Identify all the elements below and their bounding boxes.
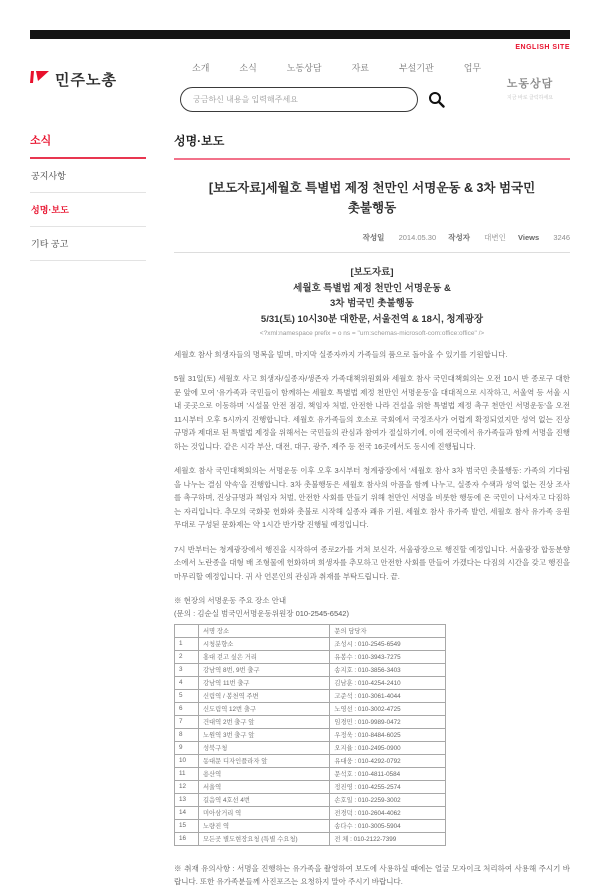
logo-text: 민주노총 [55, 72, 117, 89]
headline-line: 5/31(토) 10시30분 대한문, 서울전역 & 18시, 청계광장 [260, 314, 484, 326]
press-guideline-note: ※ 취재 유의사항 : 서명을 진행하는 유가족을 촬영하여 보도에 사용하실 때에는 얼굴 모자이크 처리하여 사용해 주시기 바랍니다. 또한 유가족분들께 사진포즈는 요청하지 말아 주시기 바랍니다. [174, 863, 570, 887]
table-row [175, 767, 446, 780]
labor-consult-quick-link[interactable] [490, 61, 570, 112]
cell-number: 13 [175, 793, 199, 806]
cell-place: 서울역 [198, 780, 329, 793]
cell-place: 강남역 11번 출구 [198, 676, 329, 689]
cell-number: 15 [175, 819, 199, 832]
table-row [175, 832, 446, 845]
search-icon [428, 96, 445, 111]
nav-item[interactable]: 업무 [463, 63, 482, 73]
table-row [175, 819, 446, 832]
cell-number: 10 [175, 754, 199, 767]
cell-contact: 조성시 : 010-2545-6549 [330, 637, 446, 650]
sidebar-menu [30, 159, 146, 261]
body-paragraph: 5월 31일(토) 세월호 사고 희생자/실종자/생존자 가족대책위원회와 세월호 참사 국민대책회의는 오전 10시 반 종로구 대한문 앞에 모여 '유가족과 국민들이 함께하는 세월호 특별법 제정 천만인 서명운동'을 대대적으로 시작하고, 서울역 등 서울 시내 곳곳으로 이동하며 '시설물 안전 점검, 책임자 처벌, 안전한 나라 건설을 위한 특별법 제정 촉구 천만인 서명운동'을 오전 11시부터 오후 5시까지 진행합니다. 세월호 유가족들의 호소로 국회에서 국정조사가 어렵게 확정되었지만 성역 없는 진상규명과 제대로 된 특별법 제정을 위해서는 국민들의 관심과 참여가 절실하기에, 이에 전국에서 유가족들과 함께 서명을 진행하는 것입니다. 같은 시각 부산, 대전, 대구, 광주, 제주 등 전국 16곳에서도 동시에 진행됩니다. [174, 374, 570, 451]
nav-item[interactable]: 부설기관 [398, 63, 434, 73]
cell-number: 1 [175, 637, 199, 650]
section-underline [174, 158, 570, 160]
main-nav [180, 61, 490, 74]
xml-namespace-artifact: <?xml:namespace prefix = o ns = "urn:schemas-microsoft-com:office:office" /> [259, 329, 485, 337]
cell-number: 4 [175, 676, 199, 689]
search-box [180, 87, 418, 112]
sidebar [30, 132, 146, 889]
cell-place: 건대역 2번 출구 앞 [198, 715, 329, 728]
content [30, 132, 570, 889]
table-row [175, 650, 446, 663]
cell-contact: 문석호 : 010-4811-0584 [330, 767, 446, 780]
meta-divider [174, 252, 570, 253]
cell-place: 모든곳 별도현장요청 (특별 수요청) [198, 832, 329, 845]
table-row [175, 793, 446, 806]
sidebar-item[interactable]: 공지사항 [30, 159, 146, 193]
body-paragraph: 세월호 참사 국민대책회의는 서명운동 이후 오후 3시부터 청계광장에서 '세월호 참사 3차 범국민 촛불행동: 가족의 기다림을 나누는 결심 약속'을 진행합니다. 3차 촛불행동은 세월호 참사의 아픔을 함께 나누고, 실종자 수색과 성역 없는 진상 조사를 촉구하며, 진상규명과 책임자 처벌, 안전한 사회를 만들기 위해 천만인 서명을 비롯한 행동에 온 국민이 나서자고 다짐하는 자리입니다. 추모의 국화꽃 헌화와 촛불로 시작해 실종자 쾌유 기원, 세월호 참사 유가족 발언, 세월호 참사 유가족 응원 무대로 구성된 문화제는 약 1시간 반가량 진행될 예정입니다. [174, 466, 570, 530]
press-release-headline [174, 265, 570, 328]
cell-contact: 노영선 : 010-3002-4725 [330, 702, 446, 715]
notice-contact: (문의 : 김순실 범국민서명운동위원장 010-2545-6542) [174, 608, 349, 618]
meta-views-label: Views [518, 233, 540, 242]
cell-place: 신림역 / 봉천역 주변 [198, 689, 329, 702]
cell-place: 강남역 8번, 9번 출구 [198, 663, 329, 676]
site-header [30, 61, 570, 112]
table-row [175, 702, 446, 715]
nav-item[interactable]: 소개 [192, 63, 210, 73]
col-place-header: 서명 장소 [198, 624, 329, 637]
quick-link-title: 노동상담 [506, 78, 554, 90]
table-row [175, 741, 446, 754]
table-row [175, 663, 446, 676]
top-black-bar [30, 30, 570, 39]
sign-table-body [175, 637, 446, 845]
cell-contact: 유봉수 : 010-3943-7275 [330, 650, 446, 663]
table-row [175, 754, 446, 767]
cell-contact: 임경민 : 010-9989-0472 [330, 715, 446, 728]
cell-place: 미아삼거리 역 [198, 806, 329, 819]
nav-item[interactable]: 소식 [239, 63, 257, 73]
cell-number: 8 [175, 728, 199, 741]
cell-contact: 손호일 : 010-2259-3002 [330, 793, 446, 806]
table-header-row [175, 624, 446, 637]
cell-number: 7 [175, 715, 199, 728]
cell-contact: 고준석 : 010-3061-4044 [330, 689, 446, 702]
cell-place: 신도림역 12번 출구 [198, 702, 329, 715]
notice-title: ※ 현장의 서명운동 주요 장소 안내 [174, 596, 287, 606]
col-contact-header: 문의 담당자 [330, 624, 446, 637]
headline-line: [보도자료] [350, 267, 394, 278]
cell-contact: 우정욱 : 010-8484-6025 [330, 728, 446, 741]
cell-place: 홍대 걷고 싶은 거리 [198, 650, 329, 663]
table-row [175, 806, 446, 819]
cell-place: 용산역 [198, 767, 329, 780]
meta-author-label: 작성자 [448, 233, 470, 242]
nav-item[interactable]: 자료 [351, 63, 369, 73]
meta-views: 3246 [553, 233, 570, 242]
search-input[interactable] [193, 95, 405, 104]
table-row [175, 689, 446, 702]
cell-number: 3 [175, 663, 199, 676]
cell-number: 11 [175, 767, 199, 780]
meta-date-label: 작성일 [362, 233, 385, 242]
sign-location-table [174, 624, 446, 846]
search-area [180, 87, 490, 112]
cell-place: 노량진 역 [198, 819, 329, 832]
table-row [175, 728, 446, 741]
sign-location-notice [174, 595, 570, 621]
cell-number: 16 [175, 832, 199, 845]
sidebar-title: 소식 [30, 132, 146, 159]
nav-item[interactable]: 노동상담 [286, 63, 322, 73]
article-title: [보도자료]세월호 특별법 제정 천만인 서명운동 & 3차 범국민 촛불행동 [208, 181, 536, 215]
cell-place: 동대문 디자인플라자 앞 [198, 754, 329, 767]
cell-contact: 전경덕 : 010-2604-4062 [330, 806, 446, 819]
cell-contact: 전 체 : 010-2122-7399 [330, 832, 446, 845]
table-row [175, 715, 446, 728]
cell-contact: 정진영 : 010-4255-2574 [330, 780, 446, 793]
table-row [175, 637, 446, 650]
meta-author: 대변인 [484, 233, 506, 242]
logo[interactable] [30, 61, 180, 112]
cell-contact: 유대웅 : 010-4292-0792 [330, 754, 446, 767]
cell-place: 성북구청 [198, 741, 329, 754]
body-paragraph: 세월호 참사 희생자들의 명복을 빌며, 마지막 실종자까지 가족들의 품으로 돌아올 수 있기를 기원합니다. [174, 349, 508, 359]
cell-contact: 송지호 : 010-3856-3403 [330, 663, 446, 676]
cell-number: 5 [175, 689, 199, 702]
sidebar-item[interactable]: 기타 공고 [30, 227, 146, 261]
article-body [174, 348, 570, 584]
sign-table-head [175, 624, 446, 637]
cell-place: 노원역 3번 출구 앞 [198, 728, 329, 741]
cell-number: 2 [175, 650, 199, 663]
col-number-header [175, 624, 199, 637]
cell-number: 6 [175, 702, 199, 715]
cell-number: 12 [175, 780, 199, 793]
meta-date: 2014.05.30 [398, 233, 437, 242]
headline-line: 세월호 특별법 제정 천만인 서명운동 & [293, 282, 451, 294]
article-meta [174, 232, 570, 243]
cell-place: 길음역 4호선 4번 [198, 793, 329, 806]
cell-number: 9 [175, 741, 199, 754]
cell-place: 시청분향소 [198, 637, 329, 650]
headline-line: 3차 범국민 촛불행동 [330, 298, 414, 310]
quick-link-caption: 지금 바로 클릭하세요 [506, 95, 554, 101]
body-paragraph: 7시 반부터는 청계광장에서 행진을 시작하여 종로2가를 거쳐 보신각, 서울광장으로 행진할 예정입니다. 서울광장 합동분향소에서 노란종을 대형 배 조형물에 헌화하며 희생자를 추모하고 안전한 사회를 만들어 가겠다는 다짐의 시간을 갖고 행진을 마무리할 예정입니다. 귀 사 언론인의 관심과 취재를 부탁드립니다. 끝. [174, 544, 570, 581]
cell-contact: 오지율 : 010-2495-0900 [330, 741, 446, 754]
header-center [180, 61, 490, 112]
logo-flag-icon [30, 69, 50, 90]
table-row [175, 676, 446, 689]
main-column [174, 132, 570, 889]
table-row [175, 780, 446, 793]
english-site-link[interactable]: ENGLISH SITE [515, 44, 570, 51]
page-title: 성명·보도 [174, 134, 225, 148]
cell-contact: 김남훈 : 010-4254-2410 [330, 676, 446, 689]
sidebar-item[interactable]: 성명·보도 [30, 193, 146, 227]
search-button[interactable] [428, 91, 445, 108]
cell-contact: 송다수 : 010-3005-5904 [330, 819, 446, 832]
cell-number: 14 [175, 806, 199, 819]
